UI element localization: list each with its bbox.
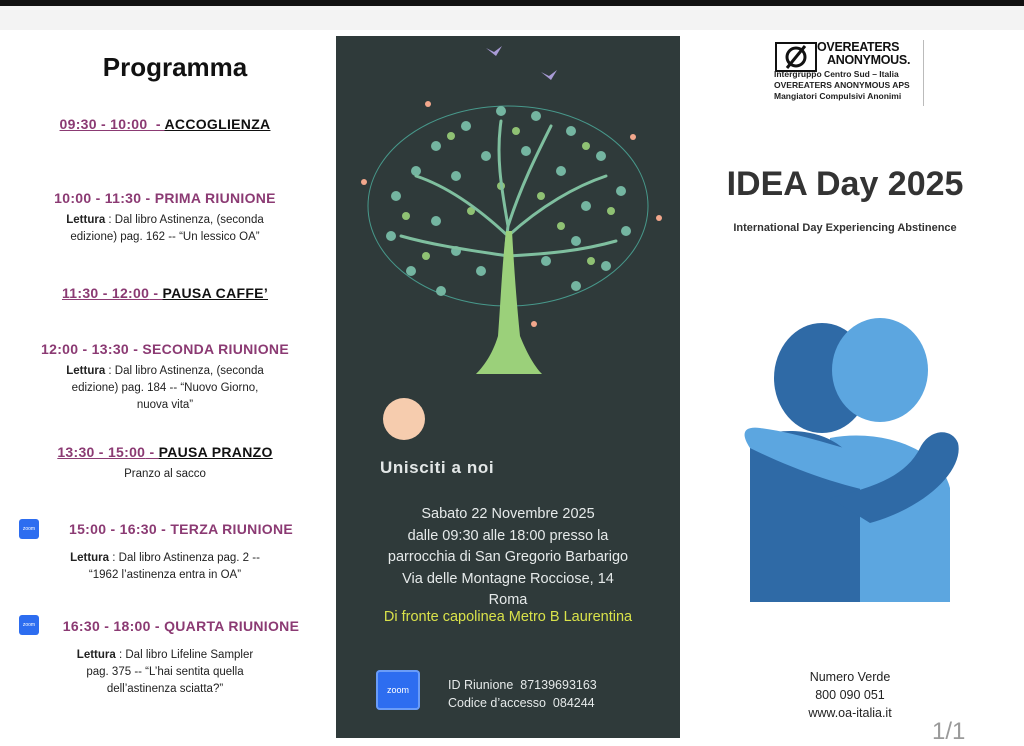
slot-reading: [0, 212, 330, 246]
slot-header: [0, 285, 330, 301]
slot-name: PRIMA RIUNIONE: [154, 190, 276, 206]
event-street: Via delle Montagne Rocciose, 14: [402, 570, 614, 587]
reading-line: edizione) pag. 184 -- “Nuovo Giorno,: [71, 382, 259, 394]
program-column: [0, 30, 330, 745]
page-indicator: 1/1: [932, 718, 966, 745]
butterfly-icon: [361, 179, 367, 185]
butterfly-icon: [656, 215, 662, 221]
event-time: dalle 09:30 alle 18:00 presso la: [407, 527, 609, 544]
slot-time: 12:00 - 13:30: [41, 341, 129, 357]
metro-note: Di fronte capolinea Metro B Laurentina: [383, 609, 633, 625]
reading-label: Lettura: [70, 552, 110, 564]
slot-name: PAUSA CAFFE’: [162, 285, 269, 301]
reading-label: Lettura: [66, 365, 106, 377]
program-slot: [0, 285, 330, 301]
slot-separator: -: [149, 285, 163, 301]
logo-line: OVEREATERS ANONYMOUS APS: [774, 80, 910, 90]
zoom-logo-icon: zoom: [376, 670, 420, 710]
slot-header: [16, 618, 346, 634]
logo-line: ANONYMOUS.: [827, 53, 911, 67]
access-code-row: [448, 694, 597, 712]
slot-time: 15:00 - 16:30: [69, 521, 157, 537]
zoom-icon: zoom: [19, 615, 39, 635]
slot-name: ACCOGLIENZA: [164, 116, 271, 132]
program-title: Programma: [102, 52, 248, 82]
contact-website: www.oa-italia.it: [808, 706, 892, 720]
program-slot: [0, 341, 330, 414]
reading-line: edizione) pag. 162 -- “Un lessico OA”: [70, 231, 260, 243]
slot-header: [16, 521, 346, 537]
zoom-icon: zoom: [19, 519, 39, 539]
slot-name: SECONDA RIUNIONE: [142, 341, 289, 357]
slot-separator: -: [147, 116, 165, 132]
slot-name: PAUSA PRANZO: [158, 444, 273, 460]
logo-line: OVEREATERS: [817, 40, 900, 54]
reading-line: nuova vita”: [136, 399, 194, 411]
reading-line: : Dal libro Astinenza, (seconda: [105, 365, 264, 377]
slot-time: 09:30 - 10:00: [59, 116, 148, 132]
slot-name: TERZA RIUNIONE: [170, 521, 293, 537]
reading-line: : Dal libro Lifeline Sampler: [115, 649, 254, 661]
hug-illustration: [730, 318, 970, 602]
slot-reading: [0, 647, 330, 698]
slot-header: [0, 444, 330, 460]
butterfly-icon: [425, 101, 431, 107]
oa-logo: [771, 40, 924, 106]
meeting-id-label: ID Riunione: [448, 678, 514, 692]
slot-separator: -: [129, 341, 143, 357]
event-subtitle: International Day Experiencing Abstinence: [733, 222, 957, 234]
sun-circle: [383, 398, 425, 440]
slot-time: 11:30 - 12:00: [61, 285, 150, 301]
reading-line: dell’astinenza sciatta?”: [106, 683, 224, 695]
event-venue: parrocchia di San Gregorio Barbarigo: [387, 549, 629, 565]
oa-logo-icon: [775, 42, 817, 72]
access-code: 084244: [552, 696, 595, 710]
bird-icon: [486, 46, 502, 56]
event-date: Sabato 22 Novembre 2025: [421, 506, 595, 522]
bird-icon: [541, 70, 557, 80]
program-slot: [0, 116, 330, 132]
slot-time: 13:30 - 15:00: [57, 444, 146, 460]
poster-panel: [336, 36, 680, 738]
event-city: Roma: [488, 592, 528, 608]
logo-line: Intergruppo Centro Sud – Italia: [774, 69, 899, 79]
contact-block: [760, 668, 940, 722]
meeting-info: [448, 676, 597, 712]
program-slot-reading: [0, 544, 330, 584]
join-heading: Unisciti a noi: [380, 458, 495, 477]
program-slot-reading: [0, 641, 330, 698]
reading-line: : Dal libro Astinenza pag. 2 --: [109, 552, 260, 564]
slot-reading: [0, 550, 330, 584]
slot-time: 10:00 - 11:30: [54, 190, 142, 206]
slot-name: QUARTA RIUNIONE: [164, 618, 300, 634]
program-slot: [0, 190, 330, 246]
slot-header: [0, 116, 330, 132]
slot-separator: -: [156, 521, 171, 537]
reading-label: Lettura: [76, 649, 116, 661]
tree-illustration: [336, 36, 680, 396]
butterfly-icon: [531, 321, 537, 327]
program-slot: [0, 444, 330, 483]
reading-line: : Dal libro Astinenza, (seconda: [105, 214, 264, 226]
reading-line: “1962 l’astinenza entra in OA”: [88, 569, 242, 581]
reading-label: Lettura: [66, 214, 106, 226]
access-code-label: Codice d’accesso: [448, 696, 546, 710]
slot-reading: [0, 363, 330, 414]
event-title: IDEA Day 2025: [726, 165, 964, 203]
event-details: [336, 504, 680, 612]
program-slot: [16, 521, 346, 537]
contact-phone: 800 090 051: [815, 688, 885, 702]
logo-line: Mangiatori Compulsivi Anonimi: [774, 91, 902, 101]
meeting-id-row: [448, 676, 597, 694]
slot-separator: -: [141, 190, 155, 206]
slot-header: [0, 190, 330, 206]
reading-line: pag. 375 -- “L’hai sentita quella: [86, 666, 244, 678]
slot-separator: -: [145, 444, 159, 460]
meeting-id: 87139693163: [520, 678, 597, 692]
butterfly-icon: [630, 134, 636, 140]
slot-time: 16:30 - 18:00: [62, 618, 151, 634]
slot-separator: -: [150, 618, 165, 634]
slot-note: Pranzo al sacco: [124, 468, 206, 480]
top-strip: [0, 6, 1024, 30]
contact-label: Numero Verde: [809, 670, 891, 684]
slot-header: [0, 341, 330, 357]
program-slot: [16, 618, 346, 634]
